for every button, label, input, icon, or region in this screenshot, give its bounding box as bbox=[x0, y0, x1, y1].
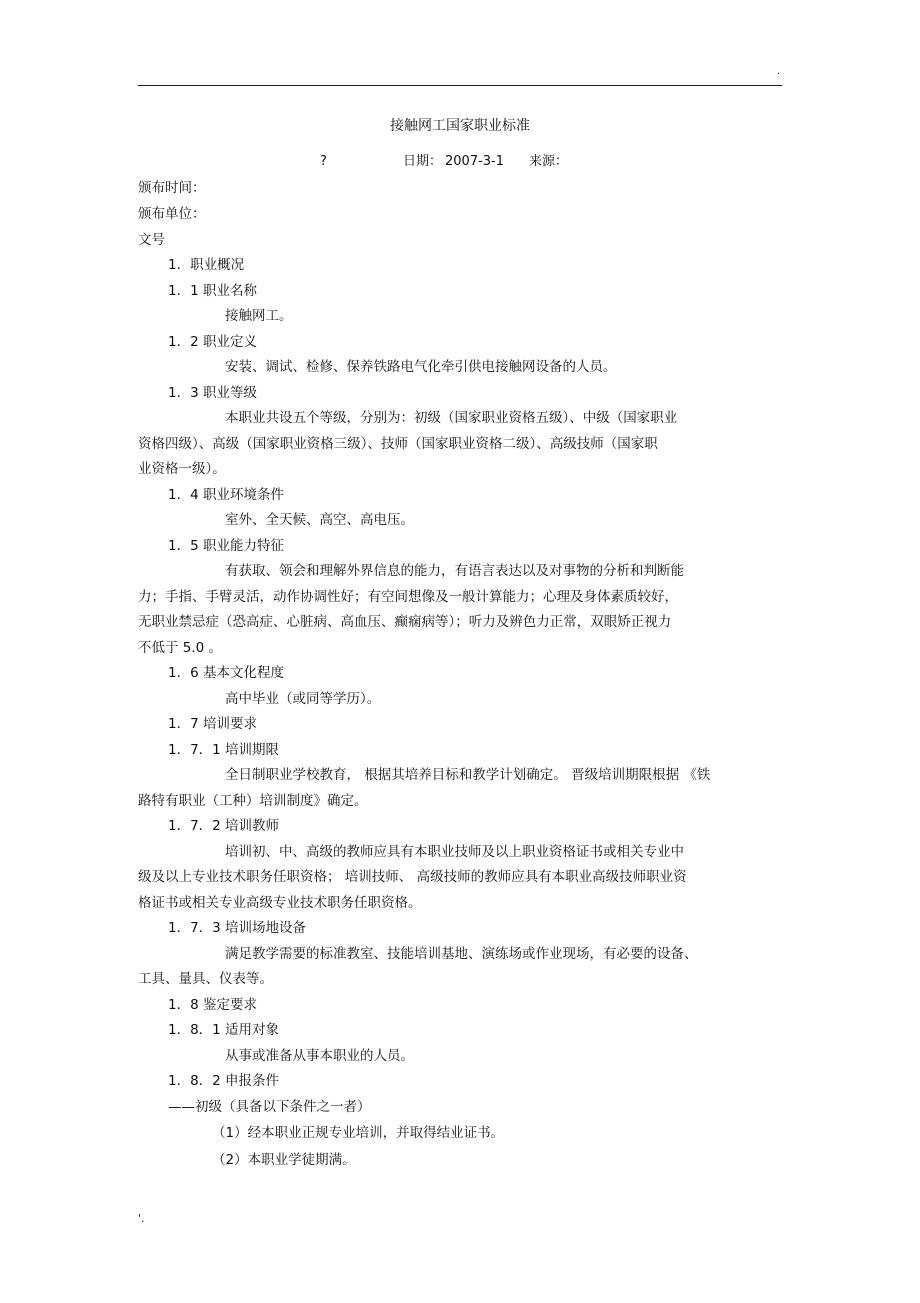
header-corner-mark: . bbox=[777, 66, 781, 77]
paragraph-line: 接触网工。 bbox=[225, 308, 293, 324]
subsection-heading: 1．8 鉴定要求 bbox=[168, 997, 257, 1013]
subsubsection-heading: 1．8．2 申报条件 bbox=[168, 1073, 280, 1089]
subsection-heading: 1．4 职业环境条件 bbox=[168, 487, 284, 503]
meta-date-label: 日期： bbox=[403, 154, 443, 169]
subsubsection-heading: 1．7．2 培训教师 bbox=[168, 818, 280, 834]
meta-source-label: 来源： bbox=[529, 154, 569, 169]
section-heading: 1．职业概况 bbox=[168, 257, 245, 273]
paragraph-line: 室外、全天候、高空、高电压。 bbox=[225, 512, 414, 528]
doc-line-publish-unit: 颁布单位： bbox=[138, 206, 206, 222]
paragraph-line: 资格四级）、高级（国家职业资格三级）、技师（国家职业资格二级）、高级技师（国家职 bbox=[138, 436, 658, 452]
header-rule bbox=[138, 85, 782, 86]
doc-line-doc-number: 文号 bbox=[138, 232, 165, 248]
paragraph-line: 培训初、中、高级的教师应具有本职业技师及以上职业资格证书或相关专业中 bbox=[225, 844, 684, 860]
document-title: 接触网工国家职业标准 bbox=[390, 118, 530, 134]
paragraph-line: 级及以上专业技术职务任职资格； 培训技师、 高级技师的教师应具有本职业高级技师职业资 bbox=[138, 869, 687, 885]
paragraph-line: 安装、调试、检修、保养铁路电气化牵引供电接触网设备的人员。 bbox=[225, 359, 617, 375]
footer-mark: '. bbox=[138, 1212, 145, 1225]
list-item: （1）经本职业正规专业培训，并取得结业证书。 bbox=[212, 1125, 505, 1141]
subsubsection-heading: 1．8．1 适用对象 bbox=[168, 1022, 280, 1038]
paragraph-line: 无职业禁忌症（恐高症、心脏病、高血压、癫痫病等）；听力及辨色力正常，双眼矫正视力 bbox=[138, 614, 672, 630]
paragraph-line: 不低于 5.0 。 bbox=[138, 640, 223, 656]
subsection-heading: 1．7 培训要求 bbox=[168, 716, 257, 732]
paragraph-line: 有获取、领会和理解外界信息的能力，有语言表达以及对事物的分析和判断能 bbox=[225, 563, 684, 579]
paragraph-line: 满足教学需要的标准教室、技能培训基地、演练场或作业现场，有必要的设备、 bbox=[225, 946, 698, 962]
paragraph-line: 业资格一级）。 bbox=[138, 461, 226, 477]
subsection-heading: 1．3 职业等级 bbox=[168, 385, 257, 401]
paragraph-line: 高中毕业（或同等学历）。 bbox=[225, 691, 381, 707]
list-item: （2）本职业学徒期满。 bbox=[212, 1152, 356, 1168]
subsubsection-heading: 1．7．3 培训场地设备 bbox=[168, 920, 307, 936]
subsection-heading: 1．2 职业定义 bbox=[168, 334, 257, 350]
subsection-heading: 1．5 职业能力特征 bbox=[168, 538, 284, 554]
paragraph-line: 本职业共设五个等级，分别为：初级（国家职业资格五级）、中级（国家职业 bbox=[225, 410, 678, 426]
subsubsection-heading: 1．7．1 培训期限 bbox=[168, 742, 280, 758]
meta-date-value: 2007-3-1 bbox=[445, 154, 505, 169]
paragraph-line: 工具、量具、仪表等。 bbox=[138, 971, 273, 987]
level-heading: ——初级（具备以下条件之一者） bbox=[168, 1099, 371, 1115]
paragraph-line: 力；手指、手臂灵活，动作协调性好；有空间想像及一般计算能力；心理及身体素质较好， bbox=[138, 589, 678, 605]
doc-line-publish-time: 颁布时间： bbox=[138, 180, 206, 196]
paragraph-line: 从事或准备从事本职业的人员。 bbox=[225, 1048, 414, 1064]
meta-question-mark: ? bbox=[320, 154, 327, 169]
paragraph-line: 路特有职业（工种）培训制度》确定。 bbox=[138, 793, 368, 809]
subsection-heading: 1．6 基本文化程度 bbox=[168, 665, 284, 681]
subsection-heading: 1．1 职业名称 bbox=[168, 283, 257, 299]
paragraph-line: 格证书或相关专业高级专业技术职务任职资格。 bbox=[138, 895, 422, 911]
paragraph-line: 全日制职业学校教育， 根据其培养目标和教学计划确定。 晋级培训期限根据 《铁 bbox=[225, 767, 711, 783]
